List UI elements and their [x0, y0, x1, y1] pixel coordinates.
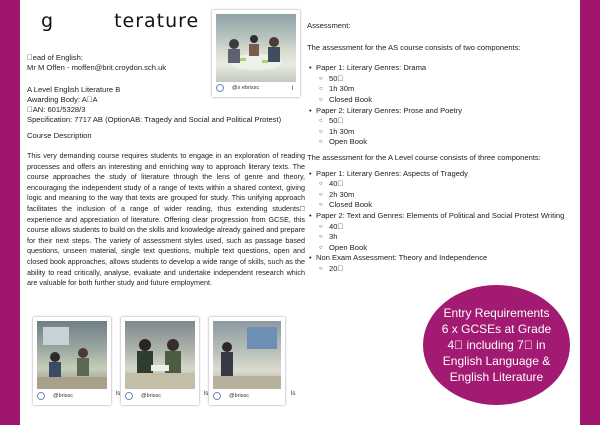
a-level-components-list: [307, 169, 564, 275]
classroom-photo-top-image: [216, 14, 296, 82]
photo-side-mark-3: ls: [291, 391, 296, 397]
title-fragment-left: g: [41, 10, 55, 32]
classroom-photo-2-image: [125, 321, 195, 389]
page-title: [41, 10, 199, 32]
qualification-number:  AN: 601/5328/3: [27, 105, 86, 114]
list-item: ○ Closed Book: [307, 200, 564, 211]
list-item: ○ 1h 30m: [307, 127, 564, 138]
awarding-body: Awarding Body: A A: [27, 95, 98, 104]
list-item: ○ Closed Book: [307, 95, 564, 106]
list-item: • Paper 2: Literary Genres: Prose and Poetry: [307, 106, 564, 117]
entry-line: English Literature: [449, 370, 544, 384]
classroom-photo-top: [212, 10, 300, 97]
college-logo-icon: [216, 84, 224, 92]
course-description-heading: Course Description: [27, 131, 92, 140]
classroom-photo-2: [121, 317, 199, 405]
left-accent-bar: [0, 0, 20, 425]
entry-line: 6 x GCSEs at Grade: [441, 322, 552, 336]
list-item: • Paper 1: Literary Genres: Drama: [307, 63, 564, 74]
list-item: ○ 50 : [307, 116, 564, 127]
classroom-photo-top-caption: @s ebrissc: [216, 82, 296, 94]
as-components-list: [307, 63, 564, 148]
classroom-photo-2-caption: @brissc: [125, 390, 195, 402]
list-item: ○ 3h: [307, 232, 564, 243]
college-logo-icon: [37, 392, 45, 400]
list-item: ○ 40 : [307, 179, 564, 190]
list-item: • Paper 1: Literary Genres: Aspects of Tragedy: [307, 169, 564, 180]
entry-line: English Language &: [442, 354, 551, 368]
entry-requirements-badge: [423, 285, 570, 405]
head-of-english-label:  ead of English:: [27, 53, 83, 62]
list-item: ○ 40 : [307, 222, 564, 233]
list-item: • Paper 2: Text and Genres: Elements of Political and Social Protest Writing: [307, 211, 564, 222]
classroom-photo-3-caption: @brissc: [213, 390, 281, 402]
head-of-english-contact[interactable]: Mr M Offen - moffen@brit.croydon.sch.uk: [27, 63, 167, 72]
college-logo-icon: [213, 392, 221, 400]
list-item: • Non Exam Assessment: Theory and Independence: [307, 253, 564, 264]
list-item: ○ 20 : [307, 264, 564, 275]
list-item: ○ 1h 30m: [307, 84, 564, 95]
a-level-intro: The assessment for the A Level course consists of three components:: [307, 152, 541, 162]
classroom-photo-1: [33, 317, 111, 405]
list-item: ○ Open Book: [307, 137, 564, 148]
entry-line: 4  including 7  in: [447, 338, 546, 352]
classroom-photo-1-image: [37, 321, 107, 389]
as-intro: The assessment for the AS course consists of two components:: [307, 42, 521, 52]
assessment-heading: Assessment:: [307, 21, 351, 30]
title-fragment-right: terature: [114, 10, 200, 32]
list-item: ○ Open Book: [307, 243, 564, 254]
classroom-photo-3: [209, 317, 285, 405]
college-logo-icon: [125, 392, 133, 400]
list-item: ○ 50 : [307, 74, 564, 85]
photo-side-mark-1: ls: [116, 391, 121, 397]
classroom-photo-1-caption: @brissc: [37, 390, 107, 402]
course-description-text: This very demanding course requires students to engage in an exploration of reading processes and offers an interesting and enriching way to approach literary texts. The course approaches the study of literature through the lens of genre and theory, encouraging the independent study of a range of texts within a shared context, giving logic and meaning to the way that texts are grouped for study. This unifying approach facilitates the inclusion of a range of wider reading, thus extending students  experience and appreciation of literature. Offering clear progression from GCSE, this course allows students to build on the skills and knowledge already gained and prepare for their next steps. The variety of assessment styles used, such as passage based questions, unseen material, single text questions, multiple text questions, open and closed book approaches, allows students to develop a wide range of skills, such as the ability to read critically, analyse, evaluate and undertake independent research which are valuable for both further study and future employment.: [27, 151, 305, 288]
assessment-section: [307, 21, 564, 274]
list-item: ○ 2h 30m: [307, 190, 564, 201]
classroom-photo-3-image: [213, 321, 281, 389]
course-name: A Level English Literature B: [27, 85, 121, 94]
entry-line: Entry Requirements: [443, 306, 550, 320]
photo-side-mark-top: l: [292, 86, 294, 92]
photo-side-mark-2: ls: [204, 391, 209, 397]
specification: Specification: 7717 AB (OptionAB: Tragedy and Social and Political Protest): [27, 115, 282, 124]
right-accent-bar: [580, 0, 600, 425]
